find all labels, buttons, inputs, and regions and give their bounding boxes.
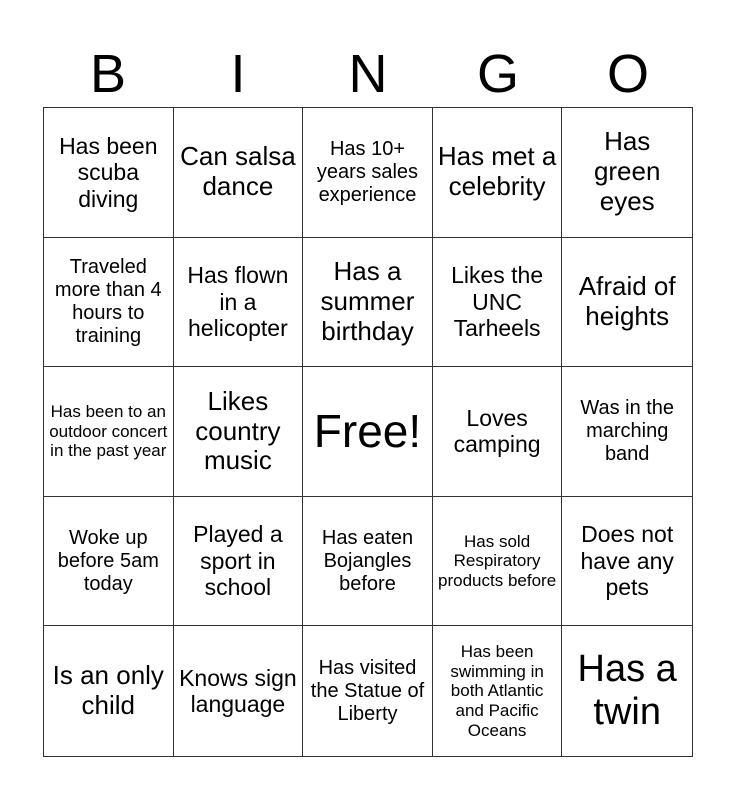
bingo-cell-r4-c3[interactable] — [303, 497, 433, 627]
bingo-cell-r4-c2[interactable] — [174, 497, 304, 627]
cell-text: Has been swimming in both Atlantic and Pacific Oceans — [450, 642, 544, 740]
header-letter-b: B — [89, 44, 127, 104]
bingo-cell-r1-c4[interactable] — [433, 108, 563, 238]
bingo-cell-r2-c1[interactable] — [44, 238, 174, 368]
bingo-cell-r1-c1[interactable] — [44, 108, 174, 238]
bingo-cell-r2-c4[interactable] — [433, 238, 563, 368]
bingo-cell-r1-c5[interactable] — [562, 108, 692, 238]
header-letter-n: N — [348, 44, 388, 104]
cell-text: Can salsa dance — [180, 141, 296, 202]
cell-text: Likes country music — [195, 385, 281, 476]
cell-text: Has a twin — [577, 647, 677, 734]
cell-text: Does not have any pets — [580, 521, 674, 601]
cell-text: Has eaten Bojangles before — [321, 526, 414, 595]
cell-text: Has been scuba diving — [59, 132, 158, 212]
cell-text: Likes the UNC Tarheels — [451, 262, 544, 342]
cell-text: Has met a celebrity — [437, 141, 557, 202]
bingo-cell-r3-c2[interactable] — [174, 367, 304, 497]
cell-text: Woke up before 5am today — [57, 526, 159, 595]
bingo-cell-r5-c5[interactable] — [562, 626, 692, 756]
bingo-board — [43, 107, 693, 757]
cell-text: Loves camping — [453, 405, 541, 458]
cell-text: Has 10+ years sales experience — [316, 137, 419, 206]
cell-text: Is an only child — [52, 660, 164, 721]
cell-text: Afraid of heights — [578, 271, 676, 331]
cell-text: Has flown in a helicopter — [187, 262, 289, 342]
free-space-text: Free! — [313, 405, 422, 458]
header-letter-o: O — [606, 44, 649, 104]
bingo-cell-r4-c5[interactable] — [562, 497, 692, 627]
cell-text: Has been to an outdoor concert in the past year — [49, 402, 168, 461]
bingo-cell-r5-c1[interactable] — [44, 626, 174, 756]
bingo-cell-r1-c2[interactable] — [174, 108, 304, 238]
cell-text: Played a sport in school — [193, 521, 283, 601]
bingo-cell-r4-c4[interactable] — [433, 497, 563, 627]
bingo-cell-r3-c4[interactable] — [433, 367, 563, 497]
cell-text: Has sold Respiratory products before — [438, 531, 557, 590]
cell-text: Knows sign language — [179, 664, 297, 718]
header-letter-i: I — [230, 44, 246, 104]
bingo-header — [43, 40, 693, 108]
bingo-cell-r4-c1[interactable] — [44, 497, 174, 627]
bingo-cell-r5-c3[interactable] — [303, 626, 433, 756]
bingo-cell-r3-c1[interactable] — [44, 367, 174, 497]
bingo-cell-r2-c3[interactable] — [303, 238, 433, 368]
cell-text: Traveled more than 4 hours to training — [54, 255, 162, 347]
cell-text: Has green eyes — [593, 126, 661, 217]
bingo-cell-r3-c5[interactable] — [562, 367, 692, 497]
bingo-cell-r5-c4[interactable] — [433, 626, 563, 756]
cell-text: Was in the marching band — [580, 396, 675, 465]
bingo-cell-r2-c5[interactable] — [562, 238, 692, 368]
header-letter-g: G — [476, 44, 519, 104]
bingo-cell-r5-c2[interactable] — [174, 626, 304, 756]
bingo-cell-r2-c2[interactable] — [174, 238, 304, 368]
bingo-cell-r1-c3[interactable] — [303, 108, 433, 238]
bingo-cell-free[interactable] — [303, 367, 433, 497]
cell-text: Has a summer birthday — [320, 256, 415, 346]
cell-text: Has visited the Statue of Liberty — [310, 656, 425, 725]
